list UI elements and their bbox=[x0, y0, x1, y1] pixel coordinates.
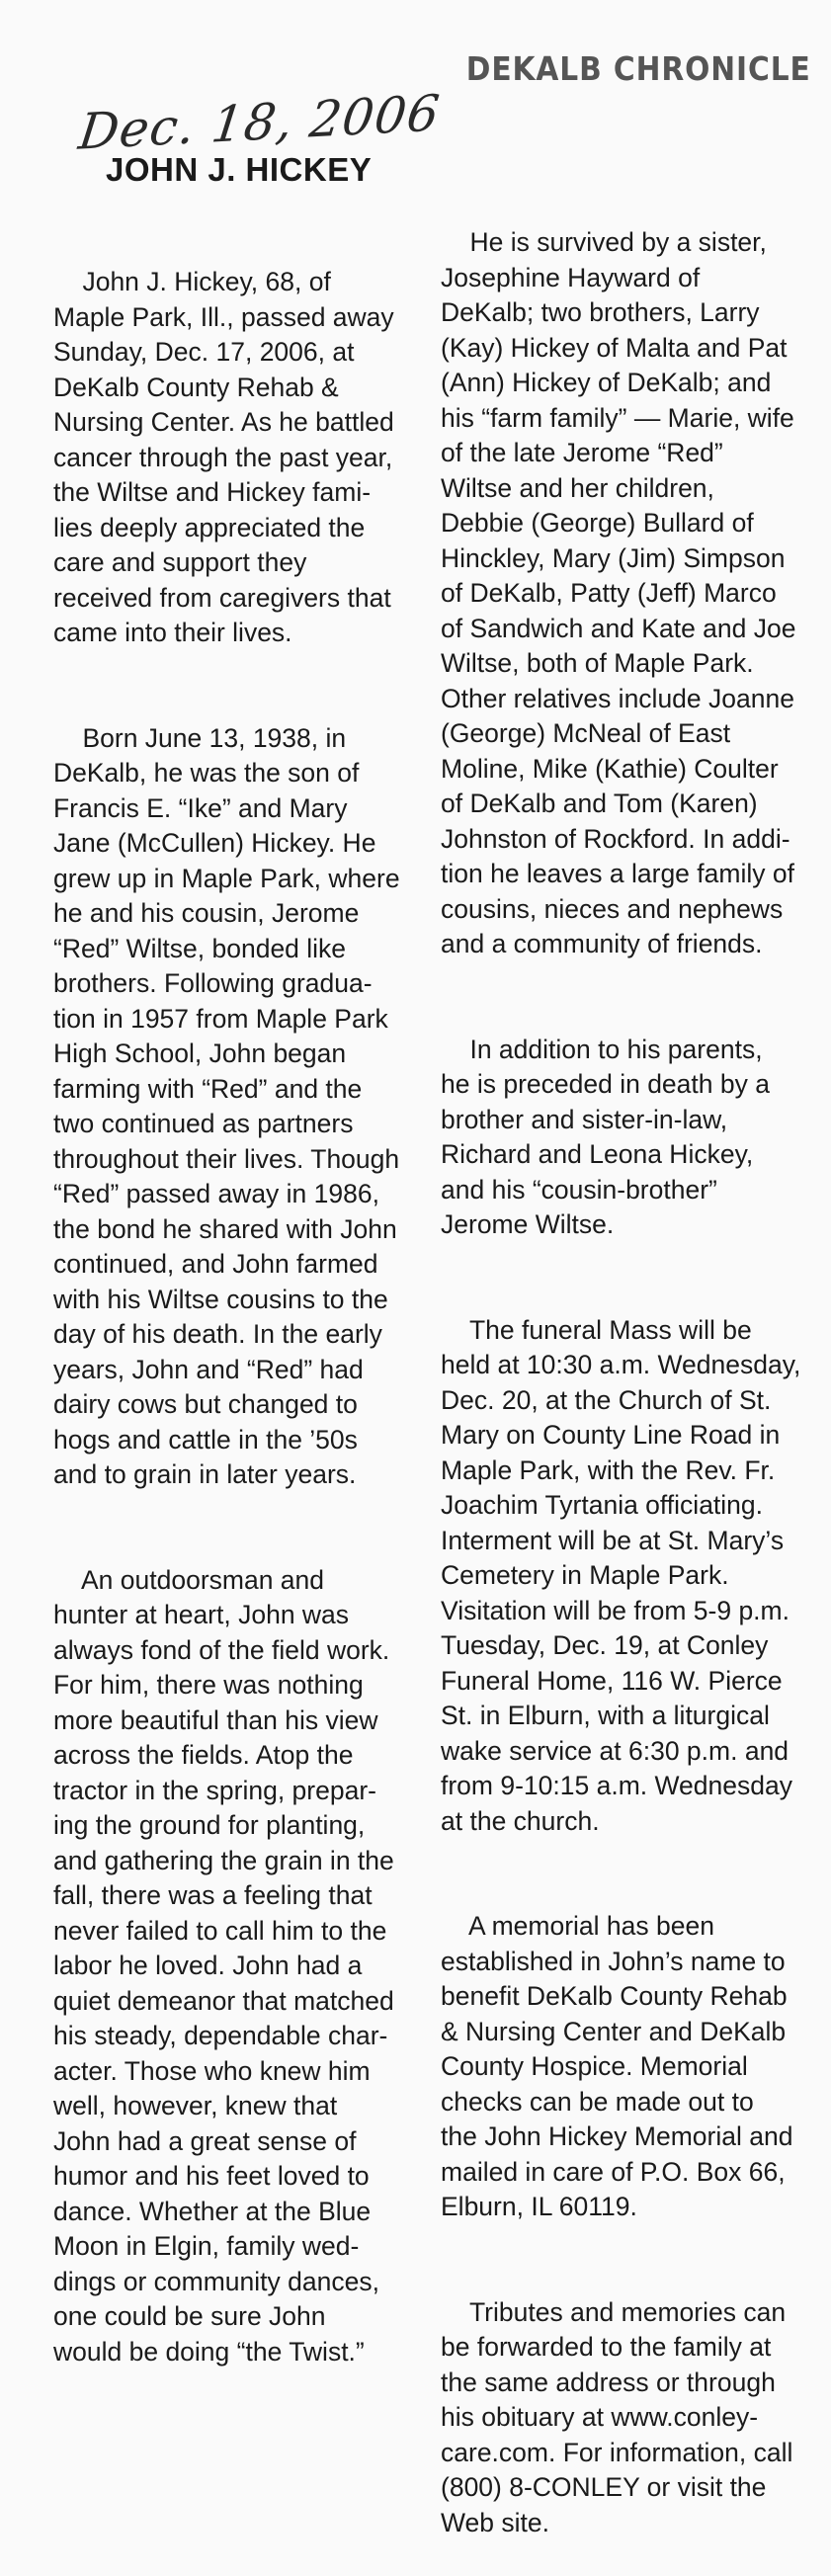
paragraph-memorial: A memorial has been established in John’s name to benefit DeKalb County Rehab & Nursing Center and DeKalb County Hospice. Memorial checks can be made out to the John Hickey Memorial and mailed in care of P.O. Box 66, Elburn, IL 60119. bbox=[441, 1911, 793, 2221]
handwritten-date: Dec. 18, 2006 bbox=[75, 84, 444, 161]
paragraph-outdoorsman: An outdoorsman and hunter at heart, John was always fond of the field work. For him, there was nothing more beautiful than his view across the fields. Atop the tractor in the spring, prepar- ing the ground for planting, and gathering the grain in the fall, there was a feeling that never failed to call him to the labor he loved. John had a quiet demeanor that matched his steady, dependable char- acter. Those who knew him well, however, knew that John had a great sense of humor and his feet loved to dance. Whether at the Blue Moon in Elgin, family wed- dings or community dances, one could be sure John would be doing “the Twist.” bbox=[53, 1564, 394, 2367]
paragraph-funeral: The funeral Mass will be held at 10:30 a.m. Wednesday, Dec. 20, at the Church of St. Mary on County Line Road in Maple Park, with the Rev. Fr. Joachim Tyrtania officiating. Interment will be at St. Mary’s Cemetery in Maple Park. Visitation will be from 5-9 p.m. Tuesday, Dec. 19, at Conley Funeral Home, 116 W. Pierce St. in Elburn, with a liturgical wake service at 6:30 p.m. and from 9-10:15 a.m. Wednesday at the church. bbox=[441, 1314, 801, 1836]
paragraph-preceded: In addition to his parents, he is preceded in death by a brother and sister-in-law, Richard and Leona Hickey, and his “cousin-brother” Jerome Wiltse. bbox=[441, 1034, 770, 1239]
paragraph-tributes: Tributes and memories can be forwarded to the family at the same address or through his obituary at www.conley- care.com. For information, call (800) 8-CONLEY or visit the Web site. bbox=[441, 2296, 793, 2537]
right-column bbox=[441, 155, 800, 2576]
paragraph-survivors: He is survived by a sister, Josephine Hayward of DeKalb; two brothers, Larry (Kay) Hickey of Malta and Pat (Ann) Hickey of DeKalb; and his “farm family” — Marie, wife of the late Jerome “Red” Wiltse and her children, Debbie (George) Bullard of Hinckley, Mary (Jim) Simpson of DeKalb, Patty (Jeff) Marco of Sandwich and Kate and Joe Wiltse, both of Maple Park. Other relatives include Joanne (George) McNeal of East Moline, Mike (Kathie) Coulter of DeKalb and Tom (Karen) Johnston of Rockford. In addi- tion he leaves a large family of cousins, nieces and nephews and a community of friends. bbox=[441, 227, 796, 958]
paragraph-intro: John J. Hickey, 68, of Maple Park, Ill., passed away Sunday, Dec. 17, 2006, at DeKalb County Rehab & Nursing Center. As he battled cancer through the past year, the Wiltse and Hickey fami- lies deeply appreciated the care and support they received from caregivers that came into their lives. bbox=[53, 267, 394, 647]
obituary-headline: JOHN J. HICKEY bbox=[106, 151, 373, 188]
newspaper-masthead: DEKALB CHRONICLE bbox=[466, 49, 811, 88]
paragraph-biography: Born June 13, 1938, in DeKalb, he was the son of Francis E. “Ike” and Mary Jane (McCullen) Hickey. He grew up in Maple Park, where he and his cousin, Jerome “Red” Wiltse, bonded like brothers. Following gradua- tion in 1957 from Maple Park High School, John began farming with “Red” and the two continued as partners throughout their lives. Though “Red” passed away in 1986, the bond he shared with John continued, and John farmed with his Wiltse cousins to the day of his death. In the early years, John and “Red” had dairy cows but changed to hogs and cattle in the ’50s and to grain in later years. bbox=[53, 722, 400, 1489]
left-column bbox=[53, 195, 400, 2405]
